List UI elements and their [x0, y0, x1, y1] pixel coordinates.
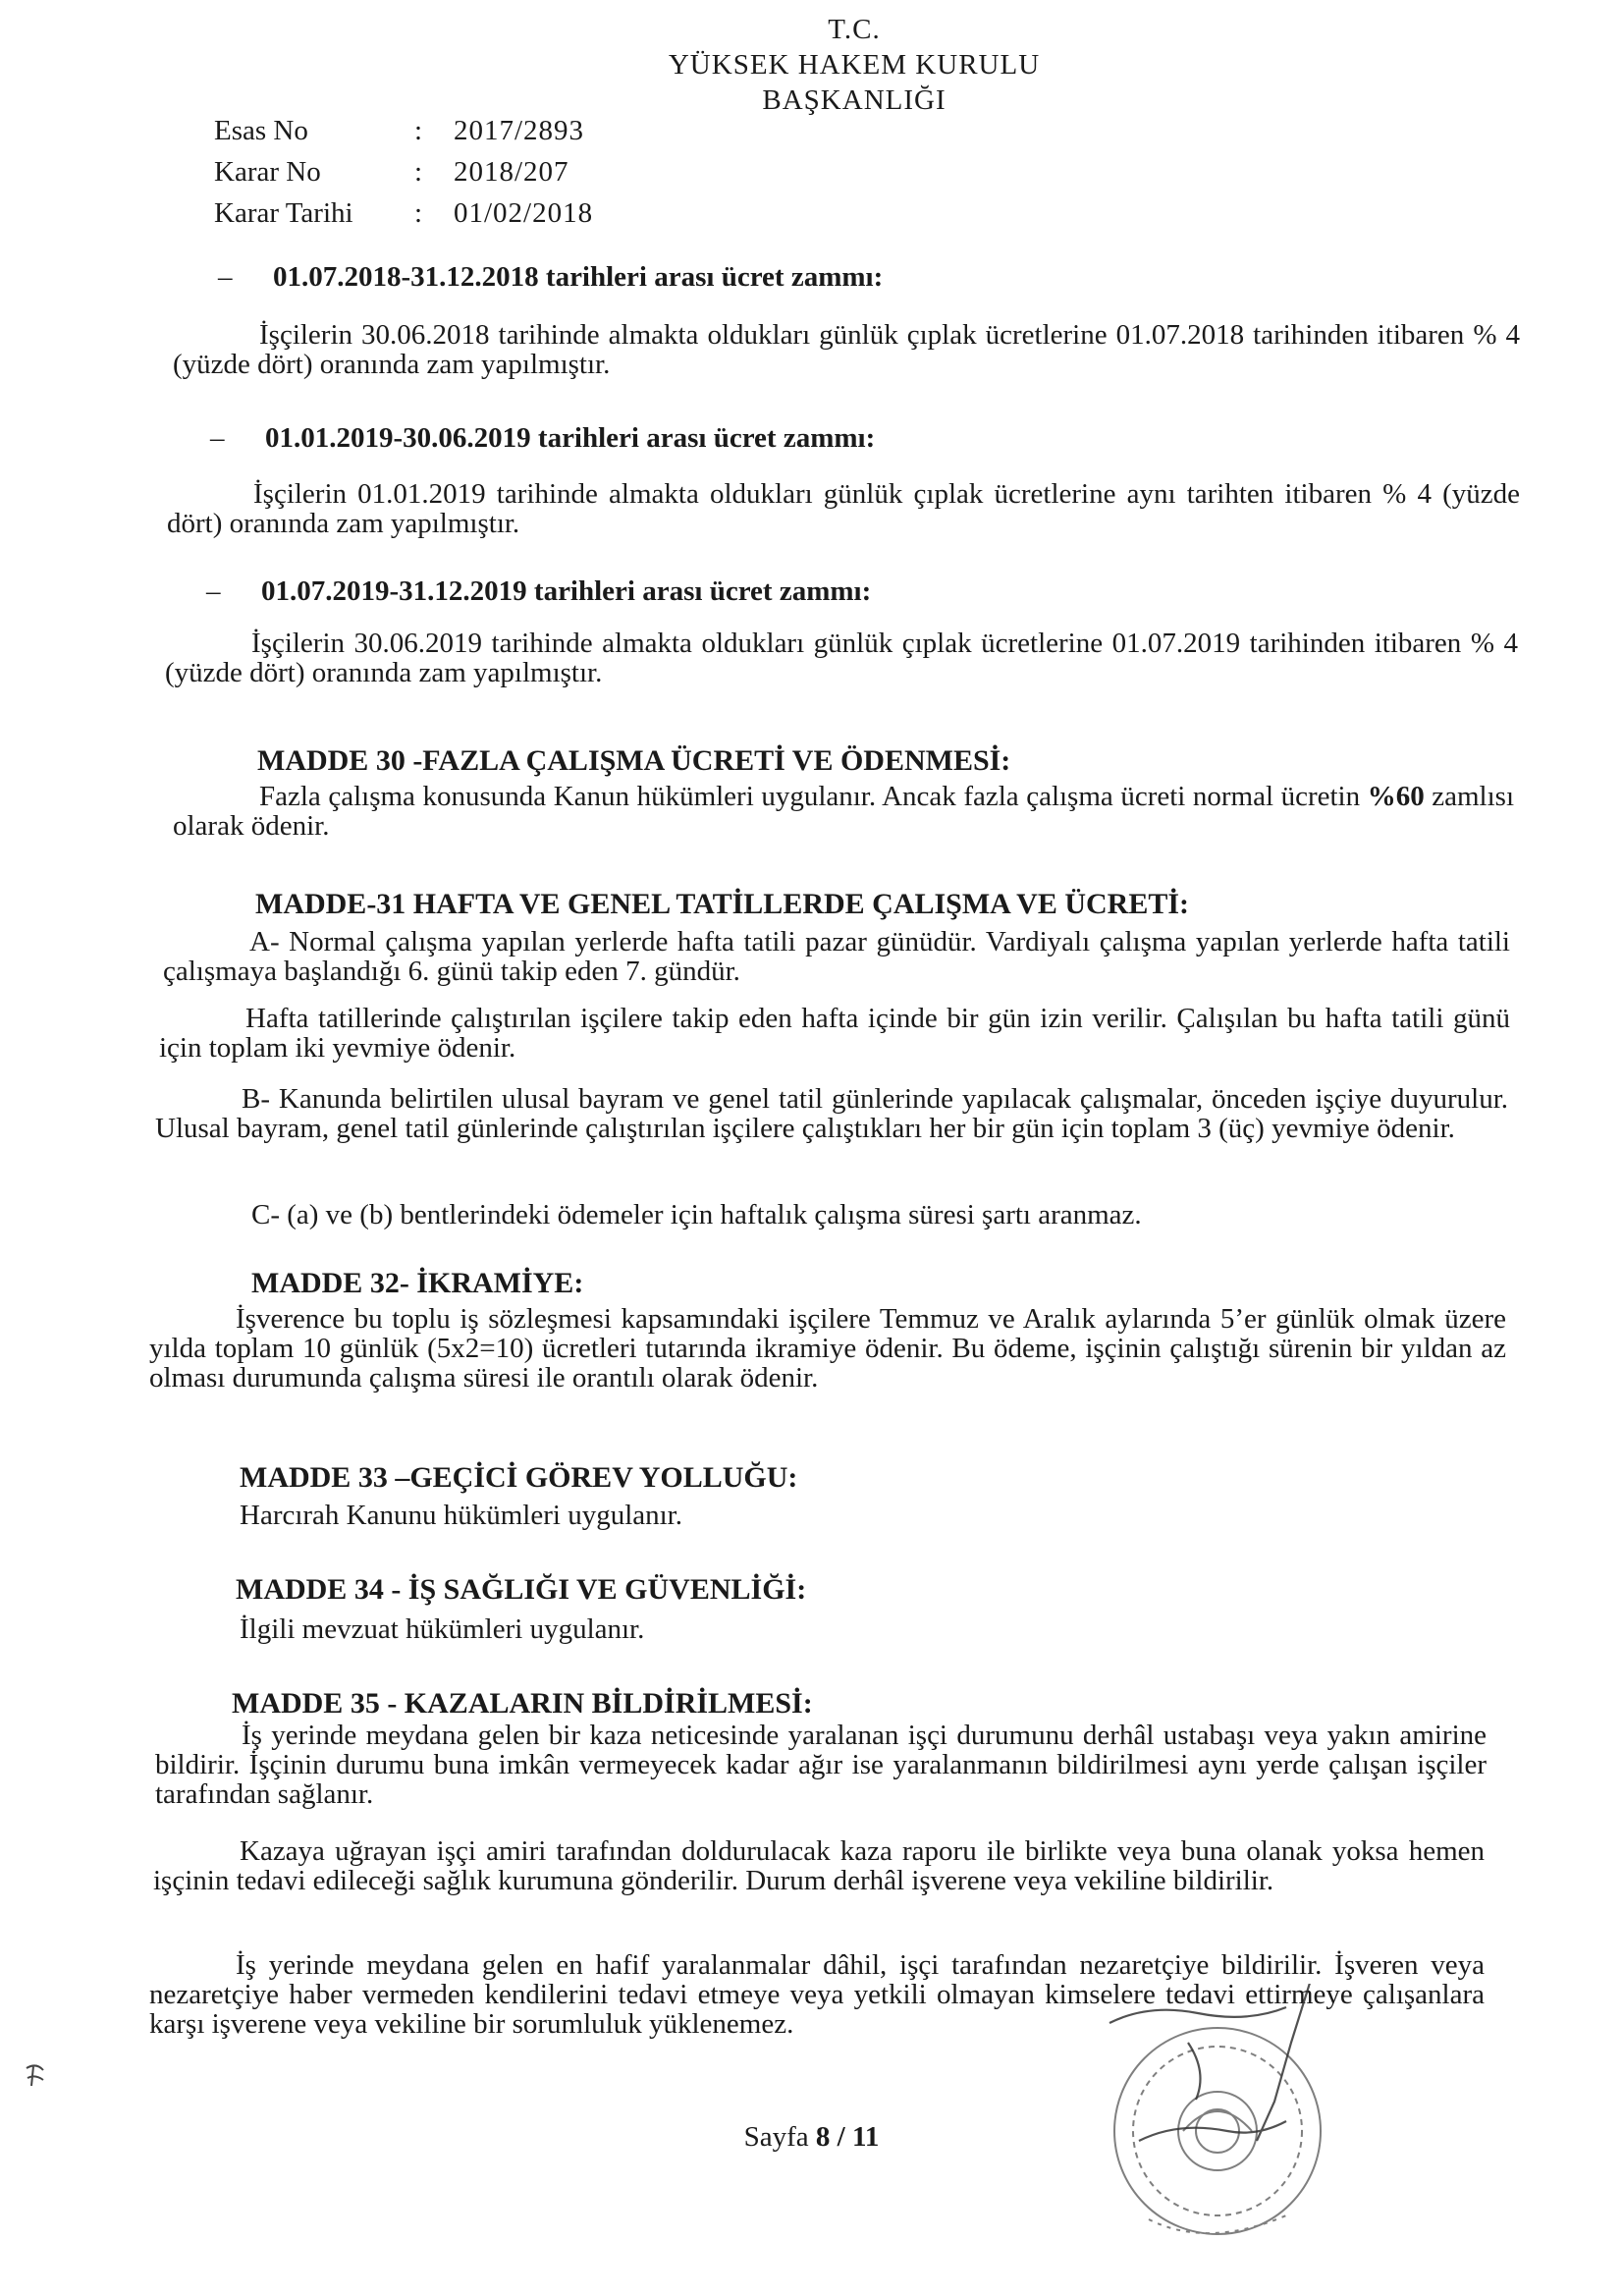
madde-31-para-c: C- (a) ve (b) bentlerindeki ödemeler için haftalık çalışma süresi şartı aranmaz.	[251, 1199, 1142, 1230]
org-line-2: YÜKSEK HAKEM KURULU	[668, 49, 1041, 81]
meta-row-esas: Esas No : 2017/2893	[214, 110, 593, 151]
madde-32-heading: MADDE 32- İKRAMİYE:	[251, 1267, 584, 1299]
wage-item-heading: – 01.01.2019-30.06.2019 tarihleri arası ücret zammı:	[210, 422, 876, 454]
meta-row-karar: Karar No : 2018/207	[214, 151, 593, 192]
meta-label: Esas No	[214, 115, 308, 146]
page-footer: Sayfa 8 / 11	[743, 2121, 880, 2153]
margin-initial-mark	[22, 2060, 51, 2090]
madde-31-para-b: B- Kanunda belirtilen ulusal bayram ve genel tatil günlerinde yapılacak çalışmalar, önceden işçiye duyurulur. Ulusal bayram, genel tatil günlerinde çalıştırılan işçilere çalıştıkları her bir gün için toplam 3 (üç) yevmiye ödenir.	[155, 1083, 1508, 1144]
wage-item-text: İşçilerin 01.01.2019 tarihinde almakta oldukları günlük çıplak ücretlerine aynı tarihten itibaren % 4 (yüzde dört) oranında zam yapılmıştır.	[167, 478, 1520, 539]
madde-35-heading: MADDE 35 - KAZALARIN BİLDİRİLMESİ:	[232, 1687, 813, 1720]
madde-30-text: Fazla çalışma konusunda Kanun hükümleri uygulanır. Ancak fazla çalışma ücreti normal ücretin %60 zamlısı olarak ödenir.	[173, 781, 1515, 842]
meta-value: 2017/2893	[454, 115, 585, 146]
madde-34-heading: MADDE 34 - İŞ SAĞLIĞI VE GÜVENLİĞİ:	[236, 1573, 807, 1606]
wage-item-text: İşçilerin 30.06.2018 tarihinde almakta oldukları günlük çıplak ücretlerine 01.07.2018 tarihinden itibaren % 4 (yüzde dört) oranında zam yapılmıştır.	[173, 319, 1520, 380]
madde-31-para-a: A- Normal çalışma yapılan yerlerde hafta tatili pazar günüdür. Vardiyalı çalışma yapılan yerlerde hafta tatili çalışmaya başlandığı 6. günü takip eden 7. gündür.	[163, 926, 1510, 987]
madde-32-text: İşverence bu toplu iş sözleşmesi kapsamındaki işçilere Temmuz ve Aralık aylarında 5’er günlük olmak üzere yılda toplam 10 günlük (5x2=10) ücretleri tutarında ikramiye ödenir. Bu ödeme, işçinin çalıştığı sürenin bir yıldan az olması durumunda çalışma süresi ile orantılı olarak ödenir.	[149, 1303, 1506, 1394]
wage-item-heading: – 01.07.2019-31.12.2019 tarihleri arası ücret zammı:	[206, 575, 872, 607]
madde-33-heading: MADDE 33 –GEÇİCİ GÖREV YOLLUĞU:	[240, 1461, 798, 1494]
madde-33-text: Harcırah Kanunu hükümleri uygulanır.	[240, 1500, 682, 1531]
meta-row-tarih: Karar Tarihi : 01/02/2018	[214, 192, 593, 234]
page-number: 8 / 11	[815, 2121, 880, 2153]
madde-34-text: İlgili mevzuat hükümleri uygulanır.	[240, 1613, 645, 1645]
madde-35-para-1: İş yerinde meydana gelen bir kaza neticesinde yaralanan işçi durumunu derhâl ustabaşı veya yakın amirine bildirir. İşçinin durumu buna imkân vermeyecek kadar ağır ise yaralanmanın bildirilmesi aynı yerde çalışan işçiler tarafından sağlanır.	[155, 1720, 1487, 1810]
wage-item-heading: – 01.07.2018-31.12.2018 tarihleri arası ücret zammı:	[218, 261, 884, 293]
madde-31-heading: MADDE-31 HAFTA VE GENEL TATİLLERDE ÇALIŞMA VE ÜCRETİ:	[255, 888, 1190, 920]
madde-35-para-2: Kazaya uğrayan işçi amiri tarafından doldurulacak kaza raporu ile birlikte veya buna olanak yoksa hemen işçinin tedavi edileceği sağlık kurumuna gönderilir. Durum derhâl işverene veya vekiline bildirilir.	[153, 1835, 1485, 1896]
madde-35-para-3: İş yerinde meydana gelen en hafif yaralanmalar dâhil, işçi tarafından nezaretçiye bildirilir. İşveren veya nezaretçiye haber vermeden kendilerini tedavi etmeye veya yetkili olmayan kimselere tedavi ettirmeye çalışanlara karşı işverene veya vekiline bir sorumluluk yüklenemez.	[149, 1949, 1485, 2040]
org-line-3: BAŞKANLIĞI	[762, 84, 947, 116]
meta-value: 2018/207	[454, 156, 569, 188]
wage-item-text: İşçilerin 30.06.2019 tarihinde almakta oldukları günlük çıplak ücretlerine 01.07.2019 tarihinden itibaren % 4 (yüzde dört) oranında zam yapılmıştır.	[165, 628, 1518, 688]
meta-value: 01/02/2018	[454, 197, 594, 229]
meta-label: Karar Tarihi	[214, 197, 353, 229]
meta-label: Karar No	[214, 156, 321, 188]
case-meta	[214, 110, 593, 234]
organization-header	[628, 12, 1080, 118]
official-seal-stamp	[1090, 1984, 1345, 2259]
madde-31-para-weekly: Hafta tatillerinde çalıştırılan işçilere takip eden hafta içinde bir gün izin verilir. Çalışılan bu hafta tatili günü için toplam iki yevmiye ödenir.	[159, 1003, 1510, 1064]
org-line-1: T.C.	[828, 14, 881, 45]
madde-30-heading: MADDE 30 -FAZLA ÇALIŞMA ÜCRETİ VE ÖDENMESİ:	[257, 744, 1011, 777]
